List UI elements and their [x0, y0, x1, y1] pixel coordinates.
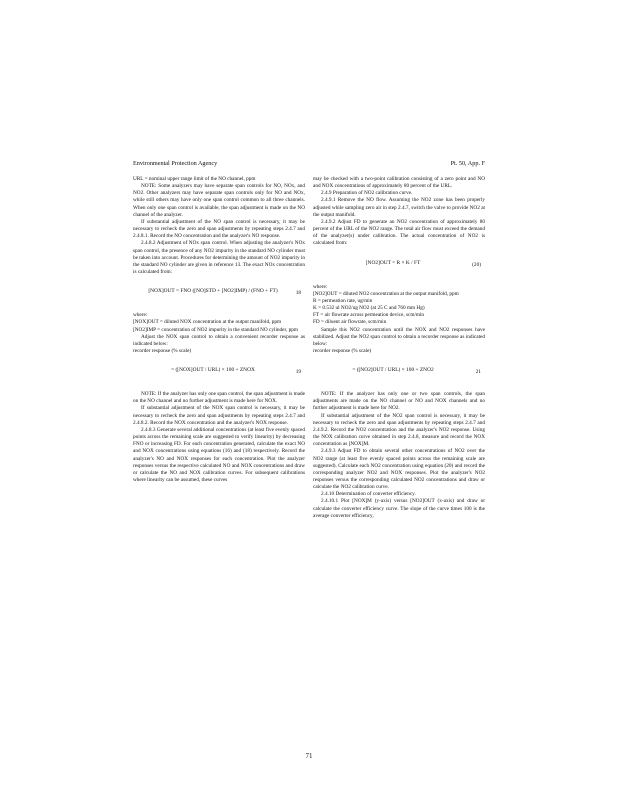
paragraph: Sample this NO2 concentration until the NOX and NO2 responses have stabilized. Adjust the NO2 span control to obtain a recorder response as indicated below:	[313, 326, 485, 347]
paragraph: If substantial adjustment of the NOX span control is necessary, it may be necessary to recheck the zero and span adjustments by repeating steps 2.4.7 and 2.4.8.2. Record the NOX concentration and the analyzer's NOX response.	[133, 405, 305, 426]
paragraph: [NO2]OUT = diluted NO2 concentration at the output manifold, ppm	[313, 290, 459, 297]
equation-number: 19	[295, 369, 301, 376]
equation-number: 21	[475, 369, 481, 376]
paragraph: 2.4.9.1 Remove the NO flow. Assuming the NO2 zone has been properly adjusted while sampling zero air in step 2.4.7, switch the valve to provide NO2 at the output manifold.	[313, 197, 485, 218]
equation-formula: [NOX]OUT = FNO ([NO]STD + [NO2]IMP) / (FNO + FT)	[148, 288, 278, 295]
paragraph: Adjust the NOX span control to obtain a convenient recorder response as indicated below:	[133, 333, 305, 347]
equation-number: 18	[295, 290, 301, 297]
paragraph: [NO2]IMP = concentration of NO2 impurity in the standard NO cylinder, ppm	[133, 326, 298, 333]
equation-eq20	[313, 251, 485, 281]
paragraph: [NOX]OUT = diluted NOX concentration at the output manifold, ppm	[133, 319, 282, 326]
paragraph: 2.4.9.2 Adjust FD to generate an NO2 concentration of approximately 80 percent of the URL of the NO2 range. The total air flow must exceed the demand of the analyzer(s) under calibration. The actual concentration of NO2 is calculated from:	[313, 218, 485, 247]
paragraph: FD = diluent air flowrate, scm/min	[313, 319, 387, 326]
running-header	[133, 160, 485, 172]
paragraph: If substantial adjustment of the NO span control is necessary, it may be necessary to recheck the zero and span adjustments by repeating steps 2.4.7 and 2.4.8.1. Record the NO concentration and the analyzer's NO response.	[133, 218, 305, 240]
paragraph: 2.4.8.3 Generate several additional concentrations (at least five evenly spaced points across the remaining scale are suggested to verify linearity) by decreasing FNO or increasing FD. For each concentration generated, calculate the exact NO and NOX concentrations using equations (16) and (18) respectively. Record the analyzer's NO and NOX responses for each concentration. Plot the analyzer responses versus the respective calculated NO and NOX concentrations and draw or calculate the NO and NOX calibration curves. For subsequent calibrations where linearity can be assumed, these curves	[133, 426, 305, 483]
paragraph: NOTE: If the analyzer has only one span control, the span adjustment is made on the NO channel and no further adjustment is made here for NOX.	[133, 391, 305, 405]
paragraph: 2.4.10 Determination of converter efficiency.	[321, 491, 416, 498]
paragraph: where:	[133, 312, 148, 319]
equation-formula: = ([NO2]OUT / URL) × 100 + ZNO2	[352, 367, 434, 374]
equation-eq19	[133, 358, 305, 388]
paragraph: may be checked with a two-point calibration consisting of a zero point and NO and NOX concentrations of approximately 80 percent of the URL.	[313, 176, 485, 190]
equation-eq18	[133, 279, 305, 309]
paragraph: NOTE: If the analyzer has only one or two span controls, the span adjustments are made on the NO channel or NO and NOX channels and no further adjustment is made here for NO2.	[313, 391, 485, 412]
page-number: 71	[305, 752, 313, 760]
equation-number: (20)	[472, 261, 481, 268]
paragraph: URL = nominal upper range limit of the NO channel, ppm	[133, 176, 256, 182]
equation-formula: [NO2]OUT = R × K / FT	[365, 259, 421, 266]
paragraph: If substantial adjustment of the NO2 span control is necessary, it may be necessary to recheck the zero and span adjustments by repeating steps 2.4.7 and 2.4.9.2. Record the NO2 concentration and the analyzer's NO2 response. Using the NOX calibration curve obtained in step 2.4.8, measure and record the NOX concentration as [NOX]M.	[313, 412, 485, 448]
equation-eq21	[313, 358, 485, 388]
paragraph: 2.4.9.3 Adjust FD to obtain several other concentrations of NO2 over the NO2 range (at least five evenly spaced points across the remaining scale are suggested). Calculate each NO2 concentration using equation (20) and record the corresponding analyzer NO2 and NOX responses. Plot the analyzer's NO2 responses versus the corresponding calculated NO2 concentrations and draw or calculate the NO2 calibration curve.	[313, 448, 485, 491]
right-column	[313, 176, 485, 520]
paragraph: 2.4.9 Preparation of NO2 calibration curve.	[321, 190, 413, 197]
equation-formula: = ([NOX]OUT / URL) × 100 + ZNOX	[171, 367, 255, 374]
paragraph: FT = air flowrate across permeation device, scm/min	[313, 312, 425, 319]
paragraph: R = permeation rate, ug/min	[313, 297, 373, 304]
header-section: Pt. 50, App. F	[450, 160, 485, 167]
paragraph: recorder response (% scale)	[313, 347, 372, 354]
paragraph: NOTE: Some analyzers may have separate span controls for NO, NOx, and NO2. Other analyzers may have separate span controls only for NO and NOx, while still others may have only one span control common to all three channels. When only one span control is available, the span adjustment is made on the NO channel of the analyzer.	[133, 183, 305, 218]
paragraph: 2.4.10.1 Plot [NOX]M (y-axis) versus [NO2]OUT (x-axis) and draw or calculate the converter efficiency curve. The slope of the curve times 100 is the average converter efficiency,	[313, 498, 485, 519]
paragraph: recorder response (% scale)	[133, 347, 192, 354]
paragraph: 2.4.8.2 Adjustment of NOx span control. When adjusting the analyzer's NOx span control, the presence of any NO2 impurity in the standard NO cylinder must be taken into account. Procedures for determining the amount of NO2 impurity in the standard NO cylinder are given in reference 13. The exact NOx concentration is calculated from:	[133, 240, 305, 276]
paragraph: where:	[313, 283, 328, 290]
paragraph: K = 0.532 ul NO2/ug NO2 (at 25 C and 760 mm Hg)	[313, 305, 425, 312]
left-column	[133, 176, 305, 484]
header-agency: Environmental Protection Agency	[133, 160, 218, 167]
